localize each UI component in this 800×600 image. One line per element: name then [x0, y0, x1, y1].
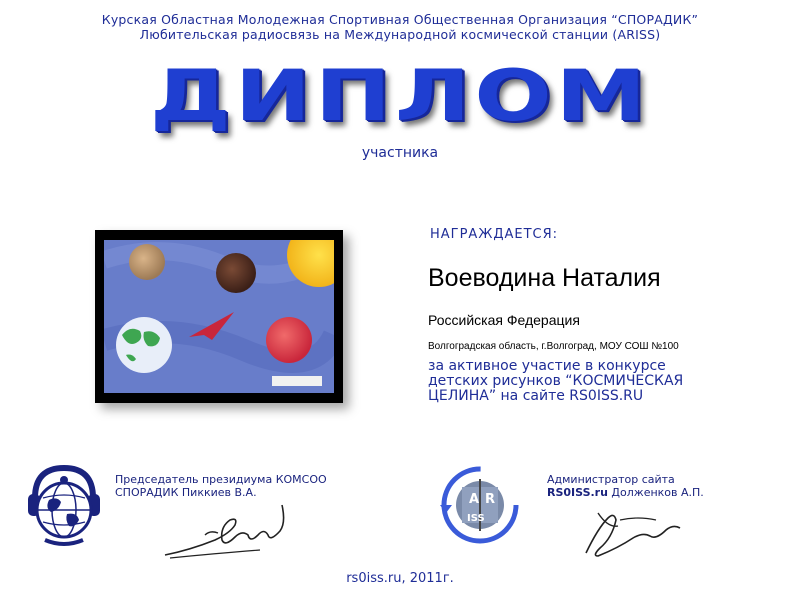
drawing-caption-label	[272, 376, 322, 386]
chairman-signature-icon	[160, 495, 300, 565]
diploma-title: ДИПЛОМ	[149, 55, 651, 137]
brown-planet-shape	[216, 253, 256, 293]
earth-shape	[116, 317, 172, 373]
administrator-site: RS0ISS.ru	[547, 486, 608, 499]
footer-text: rs0iss.ru, 2011г.	[346, 571, 454, 586]
reason-line-2: детских рисунков “КОСМИЧЕСКАЯ	[428, 373, 684, 389]
awardee-country: Российская Федерация	[428, 312, 580, 328]
awarded-label: НАГРАЖДАЕТСЯ:	[430, 227, 559, 242]
drawing-frame	[95, 230, 343, 403]
reason-line-1: за активное участие в конкурсе	[428, 358, 666, 374]
diploma-subtitle	[0, 145, 800, 161]
chairman-line-2: СПОРАДИК Пиккиев В.А.	[115, 486, 257, 499]
awardee-address: Волгоградская область, г.Волгоград, МОУ СОШ №100	[428, 341, 679, 352]
subtitle-text: участника	[361, 145, 439, 161]
organization-line-1: Курская Областная Молодежная Спортивная Общественная Организация “СПОРАДИК”	[101, 12, 699, 27]
award-reason	[428, 359, 768, 404]
administrator-name: Долженков А.П.	[607, 486, 704, 499]
reason-line-3: ЦЕЛИНА” на сайте RS0ISS.RU	[428, 388, 644, 404]
ariss-letter-r: R	[485, 492, 496, 507]
ariss-logo-icon	[440, 465, 520, 545]
red-planet-shape	[266, 317, 312, 363]
chairman-line-1: Председатель президиума КОМСОО	[115, 473, 327, 486]
globe-headphones-logo-icon	[25, 460, 103, 550]
tan-planet-shape	[129, 244, 165, 280]
awardee-name: Воеводина Наталия	[428, 264, 661, 292]
ariss-letter-a: A	[469, 492, 480, 507]
administrator-line-1: Администратор сайта	[547, 473, 675, 486]
administrator-title	[547, 473, 787, 499]
organization-line-2: Любительская радиосвязь на Международной космической станции (ARISS)	[139, 27, 661, 42]
child-drawing-image	[104, 240, 334, 393]
ariss-letters-iss: ISS	[467, 513, 485, 524]
administrator-signature-icon	[578, 498, 688, 568]
